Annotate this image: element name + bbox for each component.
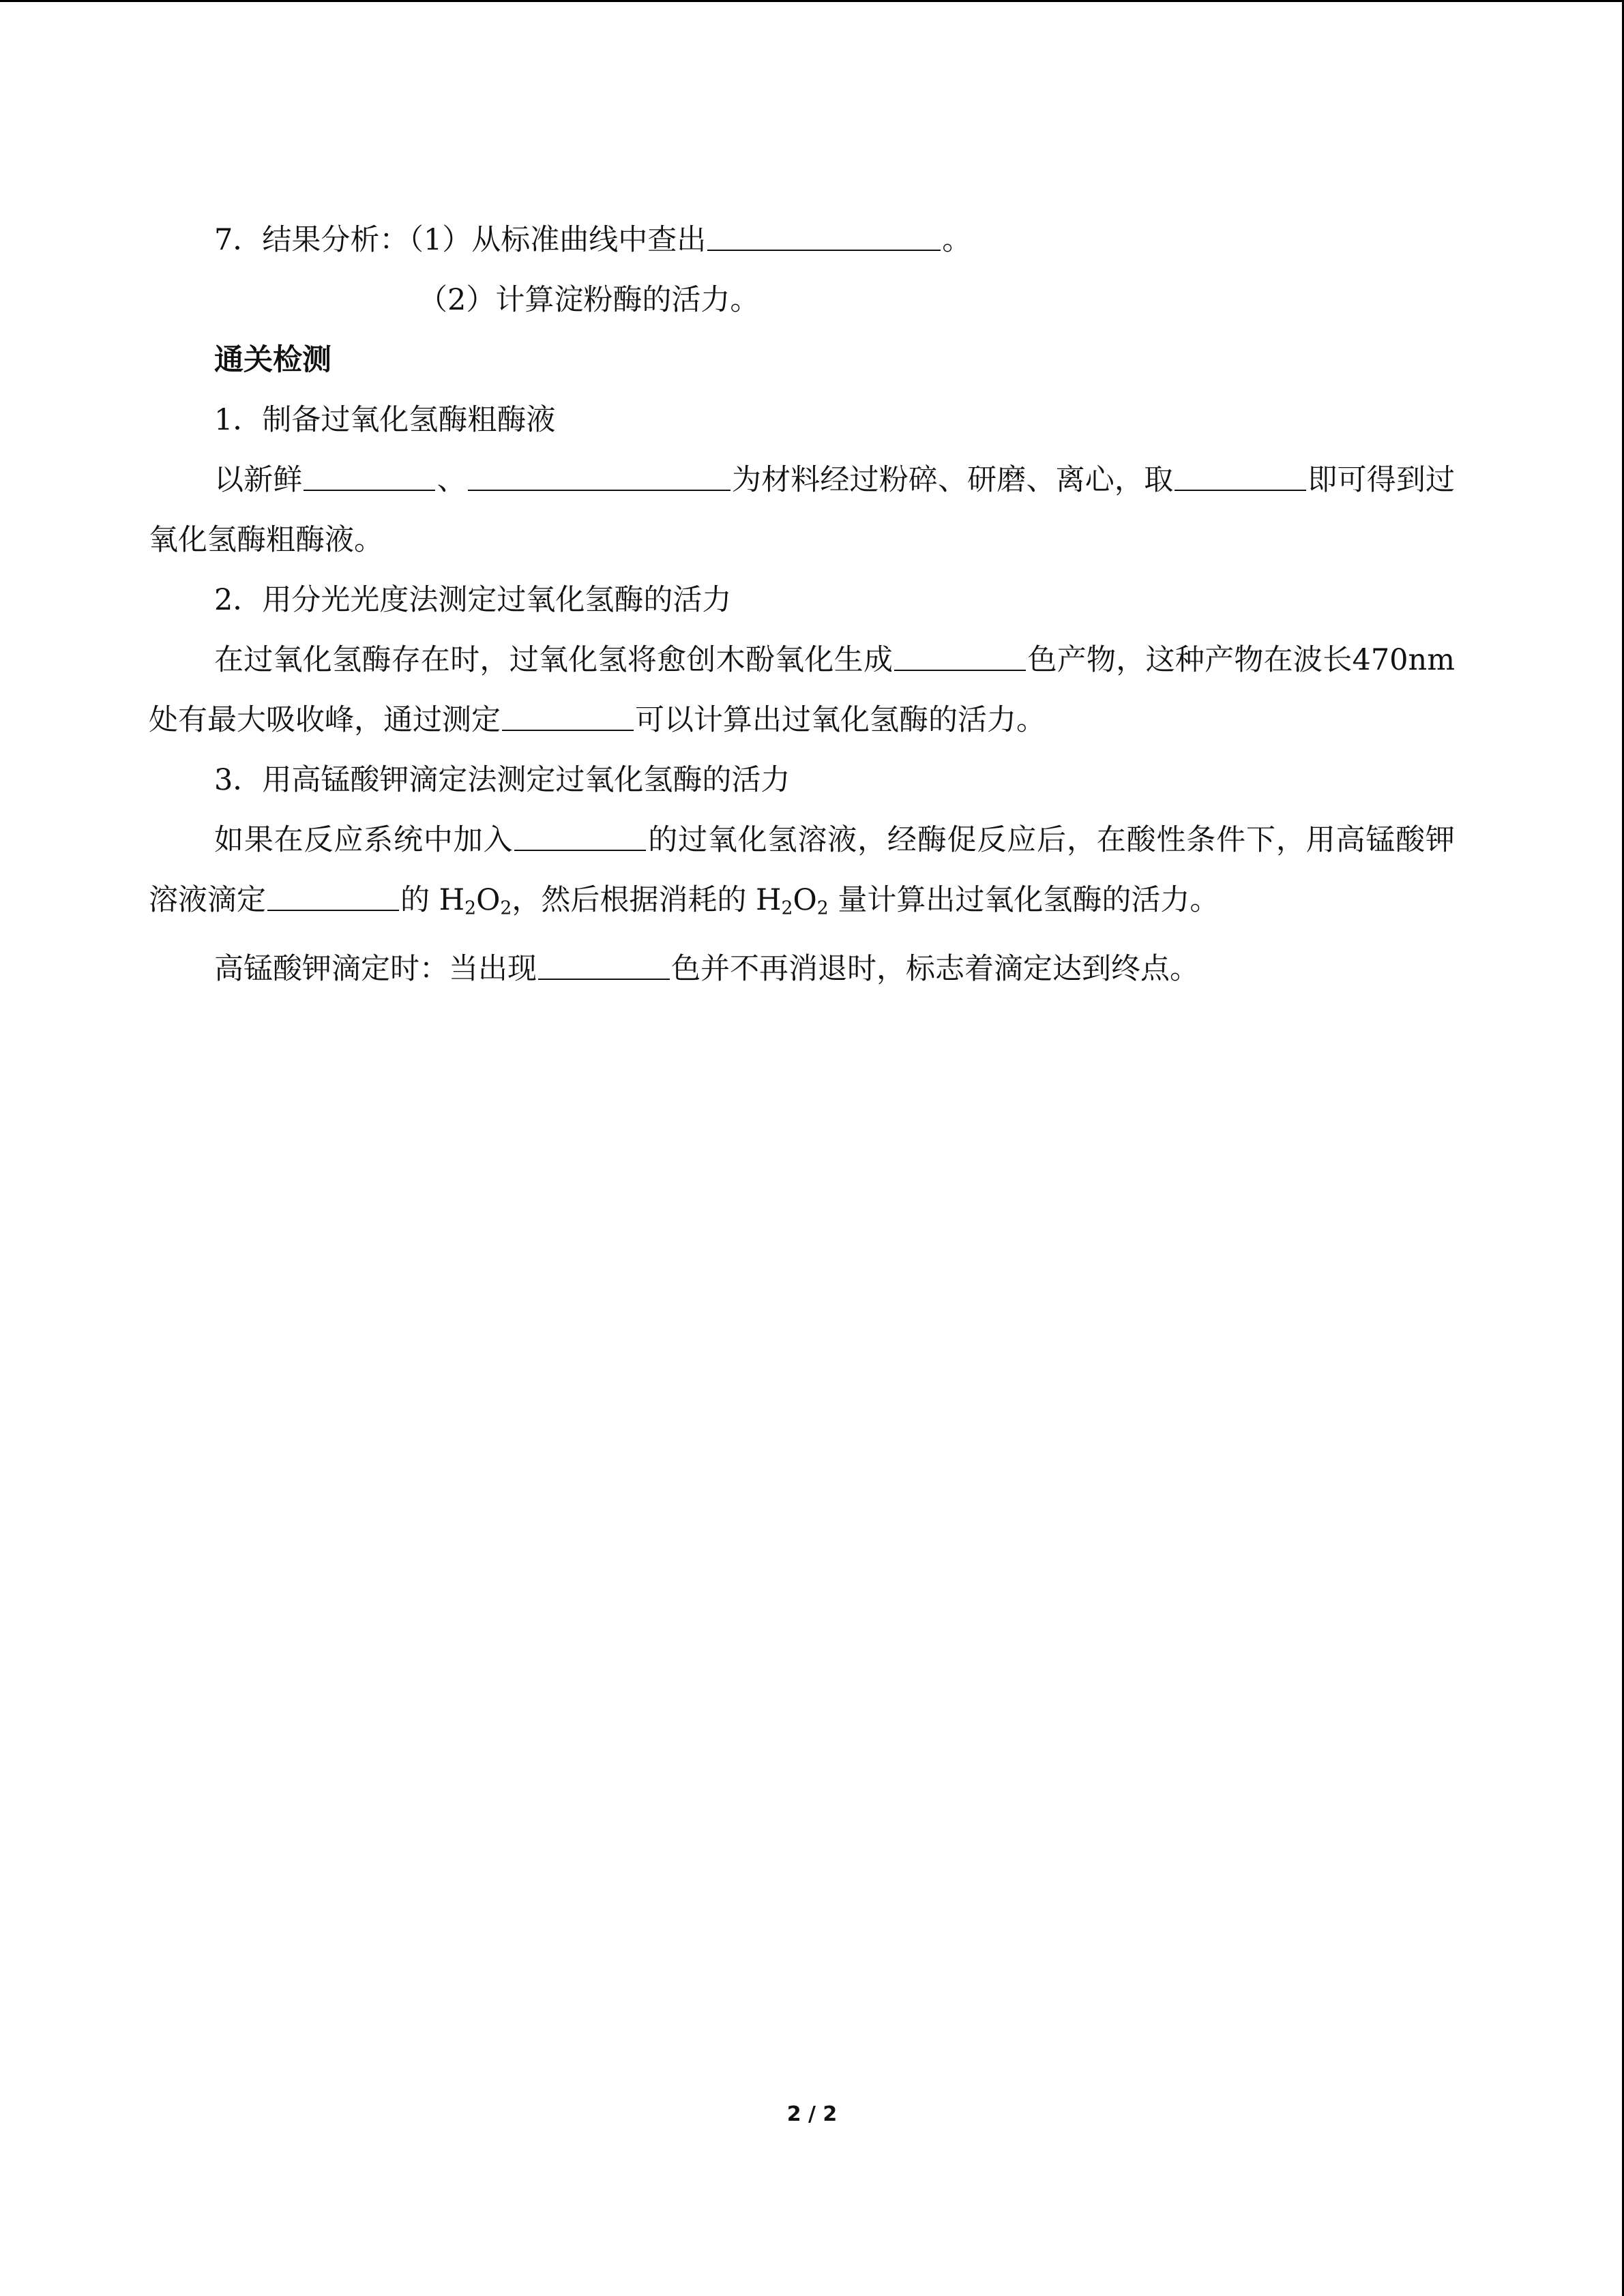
item-2-text (149, 630, 1455, 750)
item-3-text-f: O (793, 883, 817, 917)
item-3-endpoint-b: 色并不再消退时，标志着滴定达到终点。 (671, 951, 1199, 986)
item-3-text-b: 的过氧化氢溶液，经酶促反应后，在酸性条件下，用高锰酸钾溶液滴定 (149, 823, 1456, 917)
subscript: 2 (781, 897, 793, 919)
item-3-text-c: 的 H (400, 883, 465, 917)
answer-blank[interactable] (304, 460, 435, 491)
item-3-text-g: 量计算出过氧化氢酶的活力。 (828, 883, 1220, 917)
answer-blank[interactable] (468, 460, 730, 491)
q7-suffix: 。 (942, 223, 972, 257)
item-1-text-d: 即可得到过氧化氢酶粗酶液。 (149, 463, 1456, 557)
answer-blank[interactable] (514, 820, 646, 851)
document-body (149, 210, 1455, 999)
item-2-text-c: 可以计算出过氧化氢酶的活力。 (635, 703, 1046, 737)
item-2-title: 2．用分光光度法测定过氧化氢酶的活力 (214, 583, 732, 617)
answer-blank[interactable] (538, 949, 670, 980)
item-2-text-a: 在过氧化氢酶存在时，过氧化氢将愈创木酚氧化生成 (214, 643, 894, 677)
answer-blank[interactable] (707, 220, 941, 251)
item-1-text-a: 以新鲜 (214, 463, 303, 497)
item-3-text-d: O (476, 883, 501, 917)
item-1-text-b: 、 (437, 463, 467, 497)
question-7-line-2: （2）计算淀粉酶的活力。 (418, 283, 760, 317)
item-1-text-c: 为材料经过粉碎、研磨、离心，取 (731, 463, 1174, 497)
item-3-text-e: ，然后根据消耗的 H (512, 883, 782, 917)
item-3-endpoint (149, 939, 1455, 999)
subscript: 2 (816, 897, 829, 919)
question-7-line-1 (149, 210, 1455, 270)
item-3-title: 3．用高锰酸钾滴定法测定过氧化氢酶的活力 (214, 763, 791, 797)
item-3-text (149, 810, 1455, 939)
section-title: 通关检测 (214, 343, 331, 377)
item-3-endpoint-a: 高锰酸钾滴定时：当出现 (214, 951, 537, 986)
q7-prefix: 7．结果分析：（1）从标准曲线中查出 (214, 223, 707, 257)
item-1-text (149, 450, 1455, 570)
subscript: 2 (500, 897, 512, 919)
answer-blank[interactable] (894, 640, 1026, 671)
page-number: 2 / 2 (786, 2102, 838, 2126)
answer-blank[interactable] (1175, 460, 1306, 491)
answer-blank[interactable] (267, 880, 399, 911)
item-1-title: 1．制备过氧化氢酶粗酶液 (214, 403, 556, 437)
item-2-text-b: 色产物，这种产物在波长470nm处有最大吸收峰，通过测定 (149, 643, 1456, 737)
subscript: 2 (464, 897, 477, 919)
answer-blank[interactable] (502, 700, 634, 731)
item-3-text-a: 如果在反应系统中加入 (214, 823, 514, 857)
